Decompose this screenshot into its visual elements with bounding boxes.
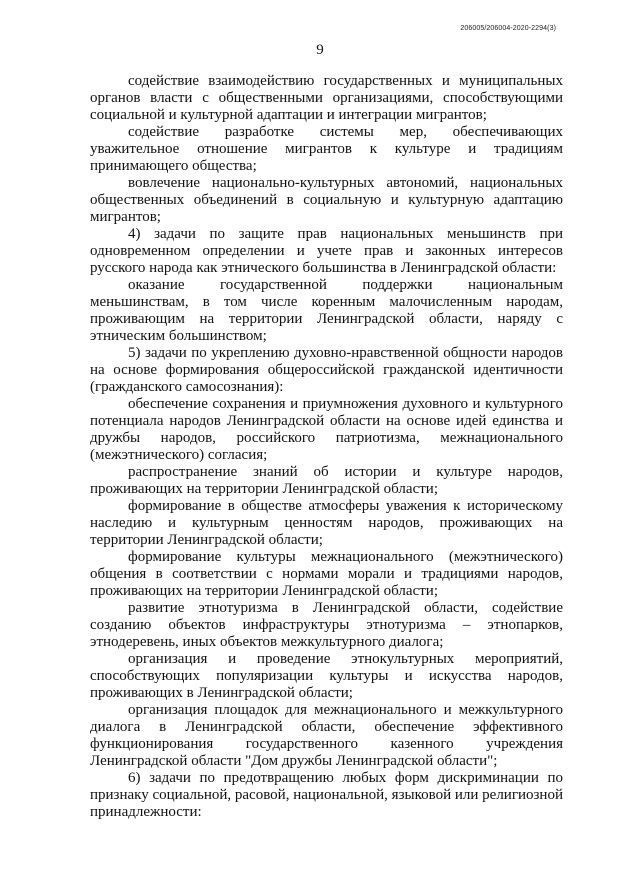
- paragraph: оказание государственной поддержки национальным меньшинствам, в том числе коренным малочисленным народам, проживающим на территории Ленинградской области, наряду с этническим большинством;: [90, 277, 563, 344]
- paragraph: распространение знаний об истории и культуре народов, проживающих на территории Ленинградской области;: [90, 464, 563, 497]
- paragraph: вовлечение национально-культурных автономий, национальных общественных объединений в социальную и культурную адаптацию мигрантов;: [90, 175, 563, 225]
- paragraph: 5) задачи по укреплению духовно-нравственной общности народов на основе формирования общероссийской гражданской идентичности (гражданского самосознания):: [90, 345, 563, 395]
- paragraph: обеспечение сохранения и приумножения духовного и культурного потенциала народов Ленинградской области на основе идей единства и дружбы народов, российского патриотизма, межнационального (межэтнического) согласия;: [90, 396, 563, 463]
- paragraph: 4) задачи по защите прав национальных меньшинств при одновременном определении и учете прав и законных интересов русского народа как этнического большинства в Ленинградской области:: [90, 226, 563, 276]
- document-body: [90, 73, 563, 821]
- paragraph: организация площадок для межнационального и межкультурного диалога в Ленинградской области, обеспечение эффективного функционирования государственного казенного учреждения Ленинградской области "Дом дружбы Ленинградской области";: [90, 702, 563, 769]
- paragraph: содействие взаимодействию государственных и муниципальных органов власти с общественными организациями, способствующими социальной и культурной адаптации и интеграции мигрантов;: [90, 73, 563, 123]
- document-id: 206005/206004-2020-2294(3): [460, 25, 556, 32]
- paragraph: организация и проведение этнокультурных мероприятий, способствующих популяризации культуры и искусства народов, проживающих в Ленинградской области;: [90, 651, 563, 701]
- paragraph: содействие разработке системы мер, обеспечивающих уважительное отношение мигрантов к культуре и традициям принимающего общества;: [90, 124, 563, 174]
- page-number: 9: [316, 42, 324, 58]
- paragraph: 6) задачи по предотвращению любых форм дискриминации по признаку социальной, расовой, национальной, языковой или религиозной принадлежности:: [90, 770, 563, 820]
- paragraph: развитие этнотуризма в Ленинградской области, содействие созданию объектов инфраструктуры этнотуризма – этнопарков, этнодеревень, иных объектов межкультурного диалога;: [90, 600, 563, 650]
- paragraph: формирование в обществе атмосферы уважения к историческому наследию и культурным ценностям народов, проживающих на территории Ленинградской области;: [90, 498, 563, 548]
- paragraph: формирование культуры межнационального (межэтнического) общения в соответствии с нормами морали и традициями народов, проживающих на территории Ленинградской области;: [90, 549, 563, 599]
